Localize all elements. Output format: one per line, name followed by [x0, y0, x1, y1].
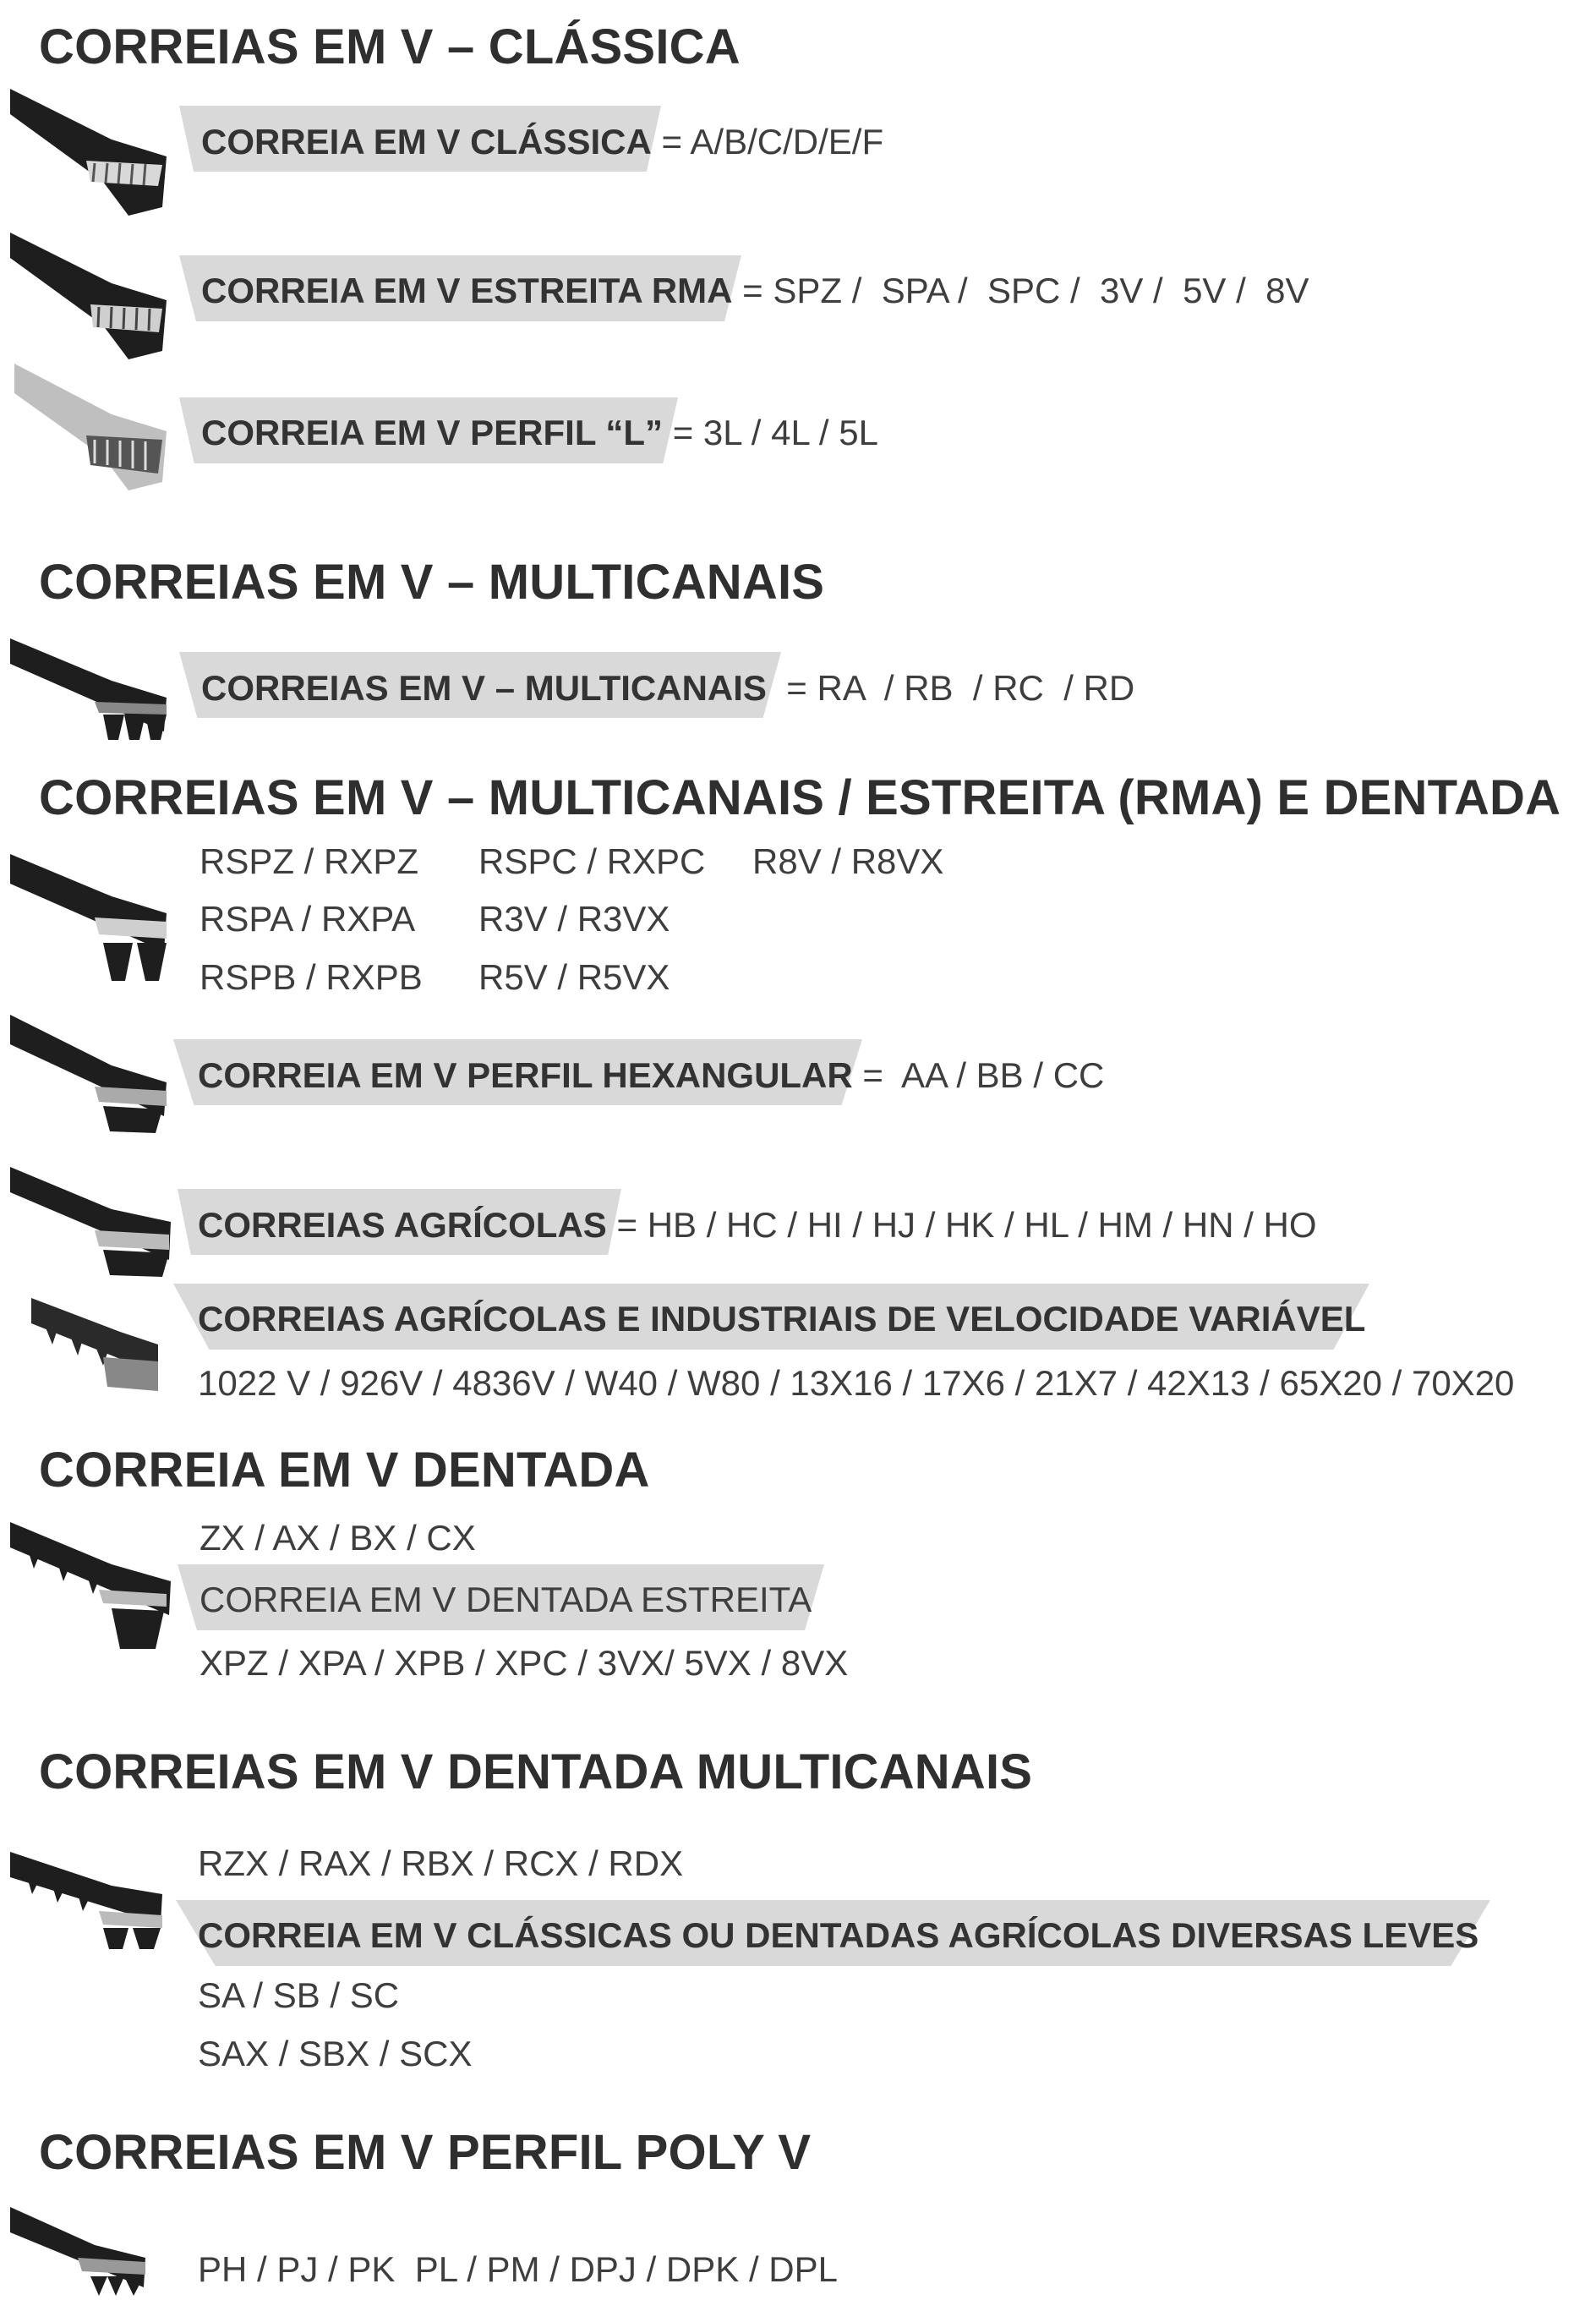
dentada-line1: ZX / AX / BX / CX: [200, 1518, 476, 1558]
section-title-dentada: CORREIA EM V DENTADA: [39, 1443, 650, 1498]
cogged-multi-belt-icon: [10, 1843, 171, 1979]
dentada-multi-line1: RZX / RAX / RBX / RCX / RDX: [198, 1843, 684, 1883]
item-value: A/B/C/D/E/F: [690, 122, 884, 162]
l-profile-belt-icon: [10, 355, 171, 490]
item-label: CORREIAS EM V – MULTICANAIS: [201, 668, 767, 708]
grid-cell: R8V / R8VX: [752, 841, 944, 881]
variable-speed-belt-icon: [10, 1298, 171, 1433]
dentada-line2: XPZ / XPA / XPB / XPC / 3VX/ 5VX / 8VX: [200, 1643, 849, 1683]
item-perfil-l: [201, 413, 878, 453]
v-belt-icon: [10, 80, 171, 216]
variavel-label: CORREIAS AGRÍCOLAS E INDUSTRIAIS DE VELOCIDADE VARIÁVEL: [198, 1299, 1366, 1339]
narrow-v-belt-icon: [10, 224, 171, 359]
grid-cell: RSPA / RXPA: [200, 899, 416, 939]
section-title-dentada-multicanais: CORREIAS EM V DENTADA MULTICANAIS: [39, 1744, 1033, 1799]
section-title-classica: CORREIAS EM V – CLÁSSICA: [39, 19, 741, 74]
item-value: SPZ / SPA / SPC / 3V / 5V / 8V: [773, 271, 1309, 310]
dentada-multi-line2: SA / SB / SC: [198, 1975, 400, 2015]
item-label: CORREIAS AGRÍCOLAS: [198, 1205, 607, 1245]
grid-cell: RSPB / RXPB: [200, 957, 423, 997]
variavel-values: 1022 V / 926V / 4836V / W40 / W80 / 13X16 / 17X6 / 21X7 / 42X13 / 65X20 / 70X20: [198, 1363, 1515, 1403]
section-title-multicanais: CORREIAS EM V – MULTICANAIS: [39, 555, 825, 610]
item-value: AA / BB / CC: [900, 1055, 1105, 1095]
item-sep: =: [766, 668, 817, 708]
grid-cell: RSPZ / RXPZ: [200, 841, 419, 881]
poly-v-belt-icon: [10, 2199, 171, 2322]
item-label: CORREIA EM V ESTREITA RMA: [201, 271, 733, 310]
grid-cell: RSPC / RXPC: [478, 841, 706, 881]
item-estreita-rma: [201, 271, 1309, 311]
item-value: RA / RB / RC / RD: [817, 668, 1135, 708]
item-sep: =: [732, 271, 773, 310]
dentada-band-text: CORREIA EM V DENTADA ESTREITA: [200, 1580, 812, 1619]
item-value: 3L / 4L / 5L: [702, 413, 878, 452]
dentada-multi-band-text: CORREIA EM V CLÁSSICAS OU DENTADAS AGRÍCOLAS DIVERSAS LEVES: [198, 1915, 1479, 1955]
dentada-multi-line3: SAX / SBX / SCX: [198, 2034, 473, 2073]
item-agricolas: [198, 1205, 1317, 1246]
hexagonal-belt-icon: [10, 1006, 171, 1142]
item-label: CORREIA EM V PERFIL HEXANGULAR: [198, 1055, 853, 1095]
grid-cell: R5V / R5VX: [478, 957, 670, 997]
section-title-poly-v: CORREIAS EM V PERFIL POLY V: [39, 2125, 812, 2180]
item-sep: =: [651, 122, 691, 162]
item-label: CORREIA EM V PERFIL “L”: [201, 413, 664, 452]
item-sep: =: [852, 1055, 901, 1095]
item-multicanais: [201, 668, 1134, 709]
grid-cell: R3V / R3VX: [478, 899, 670, 939]
item-classica: [201, 122, 883, 162]
item-sep: =: [606, 1205, 648, 1245]
item-value: HB / HC / HI / HJ / HK / HL / HM / HN / HO: [647, 1205, 1317, 1245]
section-title-multicanais-estreita: CORREIAS EM V – MULTICANAIS / ESTREITA (RMA) E DENTADA: [39, 770, 1561, 825]
item-sep: =: [663, 413, 703, 452]
item-label: CORREIA EM V CLÁSSICA: [201, 122, 652, 162]
cogged-v-belt-icon: [10, 1514, 171, 1649]
multi-v-belt-icon: [10, 630, 171, 765]
multi-narrow-belt-icon: [10, 846, 171, 981]
item-hexangular: [198, 1055, 1104, 1096]
agricultural-belt-icon: [10, 1158, 171, 1294]
poly-v-line1: PH / PJ / PK PL / PM / DPJ / DPK / DPL: [198, 2249, 838, 2289]
